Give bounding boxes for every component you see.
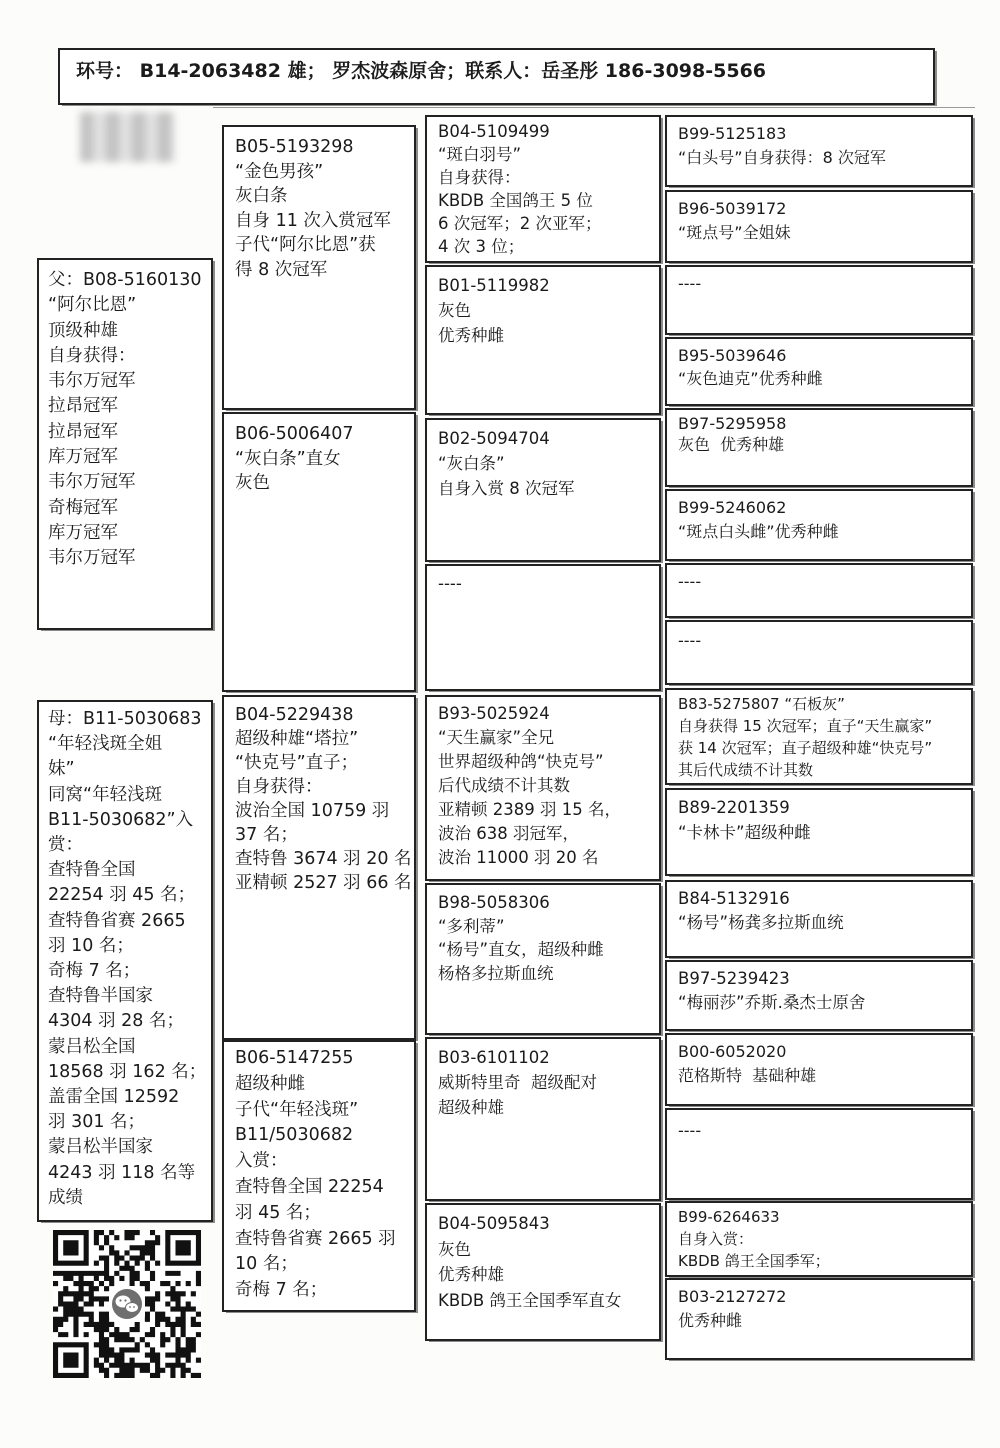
pedigree-note: 妹” [48,759,75,780]
great-great-grandparent-box [665,960,973,1031]
sire-box [37,258,213,630]
pedigree-note: 优秀种雄 [438,1265,504,1284]
pedigree-note: “天生赢家”全兄 [438,728,555,747]
great-grandparent-box [425,1037,661,1201]
ring-number: B05-5193298 [235,137,354,157]
pedigree-note: 盖雷全国 12592 [48,1087,180,1108]
pedigree-note: 自身入赏： [678,1230,754,1248]
pedigree-note: “白头号”自身获得：8 次冠军 [678,147,886,167]
pedigree-note: 蒙吕松全国 [48,1036,136,1057]
pedigree-note: 拉昂冠军 [48,396,118,417]
pedigree-note: 优秀种雌 [678,1310,743,1330]
pedigree-note: 查特鲁 3674 羽 20 名 [235,849,412,869]
qr-code[interactable] [52,1230,202,1378]
great-great-grandparent-box [665,563,973,618]
great-great-grandparent-box [665,337,973,406]
pedigree-note: 超级种雌 [235,1073,305,1094]
pedigree-note: 自身获得 15 次冠军；直子“天生赢家” [678,717,933,735]
pedigree-note: 世界超级种鸽“快克号” [438,752,604,771]
paternal-granddam-box [222,412,416,692]
pedigree-note: 自身入赏 8 次冠军 [438,479,575,498]
pedigree-note: 波治全国 10759 羽 [235,801,390,821]
pedigree-note: “杨号”直女，超级种雌 [438,940,604,959]
pedigree-note: 波治 638 羽冠军， [438,824,579,843]
pedigree-note: 顶级种雄 [48,320,118,341]
pedigree-note: 6 次冠军；2 次亚军； [438,214,602,233]
blurred-redaction [80,112,175,162]
ring-number: 母：B11-5030683 [48,709,202,729]
great-great-grandparent-box [665,688,973,785]
great-great-grandparent-box [665,190,973,263]
ring-number: B97-5295958 [678,414,787,433]
pedigree-note: 波治 11000 羽 20 名 [438,848,599,867]
maternal-grandsire-box [222,695,416,1040]
great-great-grandparent-box [665,880,973,958]
pedigree-note: 同窝“年轻浅斑 [48,784,163,805]
scan-divider-line [213,107,975,108]
great-grandparent-box [425,418,661,562]
pedigree-note: “杨号”杨龚多拉斯血统 [678,912,844,932]
pedigree-note: 羽 301 名； [48,1112,146,1133]
great-great-grandparent-box [665,1201,973,1277]
great-great-grandparent-box [665,489,973,561]
empty-entry-dash: ---- [678,274,702,293]
ring-number: B06-5147255 [235,1048,354,1068]
ring-number: B95-5039646 [678,346,787,365]
pedigree-note: B11-5030682”入 [48,809,194,830]
empty-entry-dash: ---- [678,572,702,591]
pedigree-header [58,48,935,105]
great-grandparent-box [425,695,661,881]
great-great-grandparent-box [665,1278,973,1360]
pedigree-note: 优秀种雌 [438,326,504,345]
great-great-grandparent-box [665,1033,973,1106]
pedigree-note: 成绩 [48,1187,83,1208]
ring-number: B03-6101102 [438,1048,550,1067]
pedigree-note: 22254 羽 45 名； [48,885,196,906]
pedigree-note: “灰白条” [438,454,505,473]
pedigree-note: 得 8 次冠军 [235,259,328,280]
ring-number: B84-5132916 [678,889,790,908]
ring-number: B96-5039172 [678,199,787,218]
pedigree-note: 韦尔万冠军 [48,371,136,392]
pedigree-note: KBDB 全国鸽王 5 位 [438,191,593,210]
pedigree-note: 韦尔万冠军 [48,548,136,569]
pedigree-note: “斑点号”全姐妹 [678,222,791,242]
pedigree-note: 查特鲁半国家 [48,986,153,1007]
pedigree-note: 查特鲁全国 22254 [235,1176,384,1197]
pedigree-note: 获 14 次冠军；直子超级种雄“快克号” [678,739,933,757]
ring-number: B99-5125183 [678,124,787,143]
pedigree-note: “梅丽莎”乔斯.桑杰士原舍 [678,992,866,1012]
pedigree-note: 韦尔万冠军 [48,472,136,493]
great-great-grandparent-box [665,620,973,685]
pedigree-note: 4243 羽 118 名等 [48,1162,196,1183]
ring-info-text: 环号： B14-2063482 雄； 罗杰波森原舍；联系人：岳圣彤 186-3098-5566 [76,60,767,82]
pedigree-note: KBDB 鸽王全国季军； [678,1252,830,1270]
great-grandparent-box [425,883,661,1035]
pedigree-note: 查特鲁全国 [48,860,136,881]
great-great-grandparent-box [665,408,973,487]
ring-number: 父：B08-5160130 [48,270,202,290]
pedigree-note: 其后代成绩不计其数 [678,761,814,779]
pedigree-note: 奇梅冠军 [48,497,118,518]
empty-entry-dash: ---- [438,574,462,593]
pedigree-note: 库万冠军 [48,447,118,468]
pedigree-note: “斑白羽号” [438,145,522,164]
ring-number: B83-5275807 “石板灰” [678,695,845,713]
empty-entry-dash: ---- [678,1121,702,1140]
pedigree-note: 超级种雄 [438,1098,504,1117]
pedigree-note: 后代成绩不计其数 [438,776,570,795]
great-great-grandparent-box [665,115,973,187]
dam-box [37,700,213,1222]
pedigree-note: 灰色 优秀种雄 [678,435,785,454]
pedigree-note: 入赏： [235,1151,288,1172]
great-great-grandparent-box [665,788,973,876]
ring-number: B99-5246062 [678,498,787,517]
pedigree-note: 灰色 [235,473,270,493]
pedigree-note: 4304 羽 28 名； [48,1011,184,1032]
pedigree-note: “金色男孩” [235,161,324,182]
pedigree-note: 拉昂冠军 [48,421,118,442]
pedigree-note: “灰白条”直女 [235,448,341,469]
pedigree-note: 威斯特里奇 超级配对 [438,1073,597,1092]
pedigree-note: 自身获得： [235,777,323,797]
pedigree-note: 自身获得： [438,168,521,187]
pedigree-note: 库万冠军 [48,522,118,543]
ring-number: B00-6052020 [678,1042,787,1061]
ring-number: B89-2201359 [678,798,790,817]
pedigree-note: 4 次 3 位； [438,237,525,256]
ring-number: B98-5058306 [438,893,550,912]
pedigree-note: 查特鲁省赛 2665 羽 [235,1228,396,1249]
pedigree-note: 赏： [48,835,83,856]
pedigree-note: 蒙吕松半国家 [48,1137,153,1158]
pedigree-note: “卡林卡”超级种雌 [678,823,811,842]
pedigree-note: 自身获得： [48,345,136,366]
pedigree-note: 羽 10 名； [48,935,134,956]
wechat-logo-icon [109,1286,145,1322]
pedigree-note: 范格斯特 基础种雄 [678,1065,817,1085]
pedigree-note: “多利蒂” [438,916,505,936]
ring-number: B04-5095843 [438,1214,550,1233]
pedigree-note: 奇梅 7 名； [48,961,141,982]
pedigree-note: 37 名； [235,825,298,845]
empty-entry-dash: ---- [678,631,702,650]
pedigree-note: 杨格多拉斯血统 [438,963,554,983]
ring-number: B04-5229438 [235,705,354,725]
pedigree-note: 灰白条 [235,186,288,206]
pedigree-note: 查特鲁省赛 2665 [48,910,186,931]
pedigree-note: B11/5030682 [235,1125,354,1146]
pedigree-note: 子代“阿尔比恩”获 [235,235,376,255]
maternal-granddam-box [222,1040,416,1312]
ring-number: B01-5119982 [438,276,550,295]
pedigree-note: 灰色 [438,301,471,320]
ring-number: B99-6264633 [678,1208,780,1226]
great-grandparent-box [425,1203,661,1341]
pedigree-note: “快克号”直子； [235,753,359,773]
ring-number: B03-2127272 [678,1287,787,1306]
great-grandparent-box [425,115,661,263]
great-grandparent-box [425,564,661,691]
pedigree-note: 羽 45 名； [235,1202,321,1223]
ring-number: B93-5025924 [438,704,550,723]
great-great-grandparent-box [665,1108,973,1200]
pedigree-note: 10 名； [235,1254,298,1275]
ring-number: B97-5239423 [678,969,790,988]
ring-number: B06-5006407 [235,424,354,444]
great-grandparent-box [425,265,661,415]
pedigree-note: 18568 羽 162 名； [48,1061,207,1082]
pedigree-note: KBDB 鸽王全国季军直女 [438,1290,622,1310]
pedigree-note: 子代“年轻浅斑” [235,1099,359,1120]
pedigree-note: 亚精顿 2389 羽 15 名， [438,800,621,819]
great-great-grandparent-box [665,265,973,335]
pedigree-note: 亚精顿 2527 羽 66 名 [235,873,412,893]
paternal-grandsire-box [222,125,416,410]
pedigree-note: 奇梅 7 名； [235,1280,328,1301]
pedigree-note: “阿尔比恩” [48,295,137,316]
pedigree-note: “斑点白头雌”优秀种雌 [678,521,839,541]
ring-number: B02-5094704 [438,429,550,448]
pedigree-note: “灰色迪克”优秀种雌 [678,369,823,388]
pedigree-note: 自身 11 次入赏冠军 [235,210,391,231]
pedigree-note: “年轻浅斑全姐 [48,734,163,755]
pedigree-note: 灰色 [438,1239,471,1259]
ring-number: B04-5109499 [438,122,550,141]
pedigree-note: 超级种雄“塔拉” [235,729,359,749]
